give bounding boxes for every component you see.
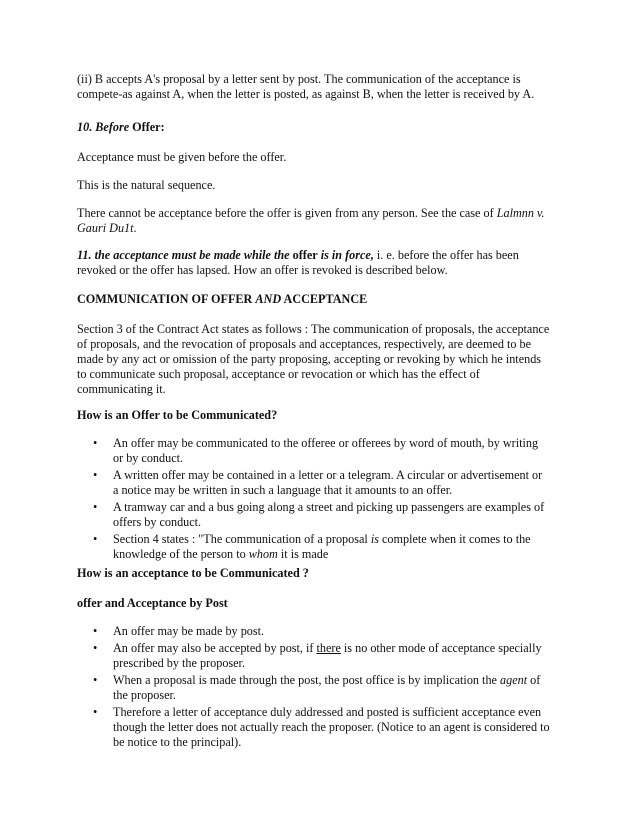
list-item (77, 532, 567, 562)
paragraph-acceptance-before: Acceptance must be given before the offer. (77, 150, 287, 164)
list-item-line1: A tramway car and a bus going along a street and picking up passengers are examples of (113, 500, 545, 514)
heading-10-before-offer (77, 120, 567, 135)
heading-11-part1: 11. the acceptance must be made while the (77, 248, 293, 262)
case-name-part2: Gauri Du1t (77, 221, 134, 235)
section-3-line5: communicating it. (77, 382, 166, 396)
heading-communication (77, 292, 567, 307)
list-item (77, 624, 567, 639)
bullet-icon: • (93, 673, 98, 687)
section-3-line3: made by any act or omission of the party proposing, accepting or revoking by which he intends (77, 352, 542, 366)
list-item (77, 641, 567, 671)
bullet-icon: • (93, 705, 98, 719)
heading-acceptance-communicated: How is an acceptance to be Communicated ? (77, 566, 309, 580)
bullet-icon: • (93, 468, 98, 482)
section-3-line2: of proposals, and the revocation of proposals and acceptances, respectively, are deemed to be (77, 337, 532, 351)
list-item (77, 705, 567, 750)
heading-11-in-force (77, 248, 567, 278)
heading-11-part2: offer (292, 248, 318, 262)
list-item-line2: or by conduct. (113, 451, 184, 465)
heading-11-rest: i. e. before the offer has been (373, 248, 519, 262)
bullet-icon: • (93, 624, 98, 638)
list-item-line2b: whom (248, 547, 278, 561)
heading-communication-part2: AND (255, 292, 282, 306)
list-item (77, 468, 567, 498)
list-item-line1a: Section 4 states : "The communication of a proposal (113, 532, 371, 546)
case-name-end: . (133, 221, 137, 235)
bullet-icon: • (93, 532, 98, 546)
list-item (77, 500, 567, 530)
section-3-line4: to communicate such proposal, acceptance or revocation or which has the effect of (77, 367, 480, 381)
list-item-line2: a notice may be written in such a language that it amounts to an offer. (113, 483, 453, 497)
paragraph-cannot-accept (77, 206, 567, 236)
list-item-line2: offers by conduct. (113, 515, 202, 529)
list-item-line1b: is (370, 532, 379, 546)
heading-offer-communicated: How is an Offer to be Communicated? (77, 408, 278, 422)
list-item-line1a: When a proposal is made through the post, the post office is by implication the (113, 673, 500, 687)
list-item-line1: An offer may be made by post. (113, 624, 265, 638)
list-item-line1: An offer may be communicated to the offeree or offerees by word of mouth, by writing (113, 436, 539, 450)
paragraph-natural-sequence: This is the natural sequence. (77, 178, 216, 192)
heading-communication-part1: COMMUNICATION OF OFFER (77, 292, 256, 306)
list-item-line2c: it is made (277, 547, 329, 561)
heading-10-rest: Offer: (129, 120, 165, 134)
list-item-line2: the proposer. (113, 688, 176, 702)
paragraph-cannot-accept-line1: There cannot be acceptance before the offer is given from any person. See the case of (77, 206, 497, 220)
list-item-line1c: complete when it comes to the (378, 532, 531, 546)
list-item-line1c: of (527, 673, 541, 687)
heading-11-line2: revoked or the offer has lapsed. How an offer is revoked is described below. (77, 263, 448, 277)
list-item (77, 436, 567, 466)
list-item-line1: A written offer may be contained in a letter or a telegram. A circular or advertisement or (113, 468, 543, 482)
bullet-icon: • (93, 500, 98, 514)
offer-bullet-list (77, 436, 567, 564)
list-item-line1b: agent (500, 673, 528, 687)
section-3-line1: Section 3 of the Contract Act states as follows : The communication of proposals, the acceptance (77, 322, 550, 336)
post-bullet-list (77, 624, 567, 752)
heading-communication-part3: ACCEPTANCE (281, 292, 368, 306)
bullet-icon: • (93, 641, 98, 655)
paragraph-section-3 (77, 322, 567, 397)
list-item-line1a: An offer may also be accepted by post, if (113, 641, 317, 655)
heading-offer-acceptance-post: offer and Acceptance by Post (77, 596, 228, 610)
list-item-line2: prescribed by the proposer. (113, 656, 245, 670)
list-item-line2a: knowledge of the person to (113, 547, 249, 561)
list-item-line1c: is no other mode of acceptance specially (340, 641, 542, 655)
list-item-line1: Therefore a letter of acceptance duly addressed and posted is sufficient acceptance even (113, 705, 542, 719)
list-item-line2: though the letter does not actually reach the proposer. (Notice to an agent is considered to (113, 720, 550, 734)
list-item-line1b: there (316, 641, 341, 655)
bullet-icon: • (93, 436, 98, 450)
paragraph-ii (77, 72, 567, 102)
list-item-line3: be notice to the principal). (113, 735, 242, 749)
heading-11-part3: is in force, (317, 248, 374, 262)
heading-10-number: 10. Before (77, 120, 130, 134)
case-name-part1: Lalmnn v. (496, 206, 545, 220)
paragraph-ii-line2: compete-as against A, when the letter is posted, as against B, when the letter is received by A. (77, 87, 535, 101)
paragraph-ii-line1: (ii) B accepts A's proposal by a letter sent by post. The communication of the acceptance is (77, 72, 521, 86)
list-item (77, 673, 567, 703)
